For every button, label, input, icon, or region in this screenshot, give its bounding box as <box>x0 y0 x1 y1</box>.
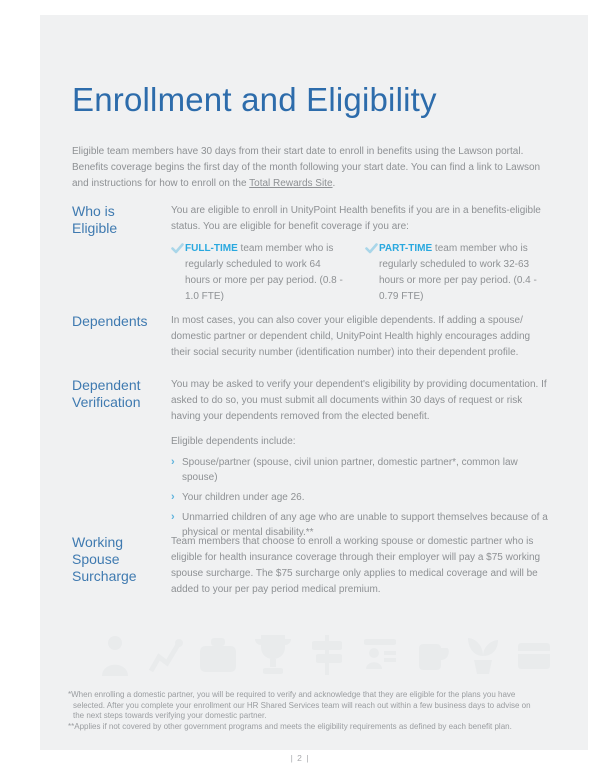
watermark-icon-band <box>98 627 553 683</box>
intro-after-link: . <box>332 178 336 189</box>
chevron-bullet-icon: › <box>171 511 175 523</box>
page-title: Enrollment and Eligibility <box>72 81 437 118</box>
dependent-verification-body: You may be asked to verify your dependent's eligibility by providing documentation. If asked to do so, you must submit all documents within 30 days of request or risk having your dependents removed from the elected benefit. <box>171 379 547 422</box>
document-page <box>40 15 588 750</box>
section-heading-who-is-eligible: Who is Eligible <box>72 203 118 236</box>
total-rewards-link[interactable]: Total Rewards Site <box>249 178 333 189</box>
section-heading-dependent-verification: Dependent Verification <box>72 377 141 410</box>
section-working-spouse-surcharge <box>72 534 550 598</box>
footnotes <box>68 690 538 732</box>
chart-icon <box>147 635 183 675</box>
list-item <box>171 455 549 485</box>
plant-icon <box>466 634 500 676</box>
list-item <box>171 490 549 505</box>
intro-paragraph <box>72 144 542 192</box>
working-spouse-surcharge-body: Team members that choose to enroll a working spouse or domestic partner who is eligible for health insurance coverage through their employer will pay a $75 working spouse surcharge. The $75 surcharge only applies to medical coverage and will be added to your per pay period medical premium. <box>171 536 541 595</box>
eligibility-item-text <box>379 241 537 305</box>
package-icon <box>515 637 553 673</box>
intro-text: Eligible team members have 30 days from their start date to enroll in benefits using the Lawson portal. Benefits coverage begins the first day of the month following your start date. You can find a link to Lawson and instructions for how to enroll on the <box>72 146 541 189</box>
page-number: | 2 | <box>290 753 310 763</box>
section-who-is-eligible <box>72 203 550 305</box>
part-time-label: PART-TIME <box>379 243 433 254</box>
bullet-text-unmarried-children: Unmarried children of any age who are unable to support themselves because of a physical or mental disability.** <box>182 512 548 538</box>
section-dependent-verification <box>72 377 550 540</box>
section-heading-working-spouse-surcharge: Working Spouse Surcharge <box>72 534 137 584</box>
section-dependents <box>72 313 550 361</box>
full-time-description: team member who is regularly scheduled to work 64 hours or more per pay period. (0.8 - 1.0 FTE) <box>185 243 343 302</box>
bullet-text-spouse-partner: Spouse/partner (spouse, civil union partner, domestic partner*, common law spouse) <box>182 457 518 483</box>
eligibility-item-part-time <box>365 241 545 305</box>
medical-bag-icon <box>198 636 238 674</box>
chevron-bullet-icon: › <box>171 491 175 503</box>
eligible-dependents-list <box>171 455 549 540</box>
dependents-body: In most cases, you can also cover your eligible dependents. If adding a spouse/ domestic partner or dependent child, UnityPoint Health highly encourages adding their social security number (identification number) into their dependent profile. <box>171 315 531 358</box>
eligibility-item-text <box>185 241 343 305</box>
signpost-icon <box>308 633 346 677</box>
footnote-domestic-partner: *When enrolling a domestic partner, you will be required to verify and acknowledge that they are eligible for the plans you have selected. After you complete your enrollment our HR Shared Services team will reach out within a few business days to advise on the next steps towards verifying your domestic partner. <box>68 690 531 720</box>
who-is-eligible-body: You are eligible to enroll in UnityPoint Health benefits if you are in a benefits-eligible status. You are eligible for benefit coverage if you are: <box>171 205 541 232</box>
footnote-government-programs: **Applies if not covered by other government programs and meets the eligibility requirements as defined by each benefit plan. <box>68 721 512 731</box>
eligible-dependents-intro: Eligible dependents include: <box>171 436 296 447</box>
mug-icon <box>415 636 451 674</box>
person-icon <box>98 634 132 676</box>
check-icon <box>365 241 379 305</box>
eligibility-columns <box>171 241 549 305</box>
bullet-text-children-under-26: Your children under age 26. <box>182 492 305 503</box>
section-heading-dependents: Dependents <box>72 313 148 329</box>
trophy-icon <box>253 633 293 677</box>
part-time-description: team member who is regularly scheduled to work 32-63 hours or more per pay period. (0.4 - 0.79 FTE) <box>379 243 537 302</box>
presentation-icon <box>360 635 400 675</box>
check-icon <box>171 241 185 305</box>
full-time-label: FULL-TIME <box>185 243 238 254</box>
chevron-bullet-icon: › <box>171 456 175 468</box>
eligibility-item-full-time <box>171 241 351 305</box>
